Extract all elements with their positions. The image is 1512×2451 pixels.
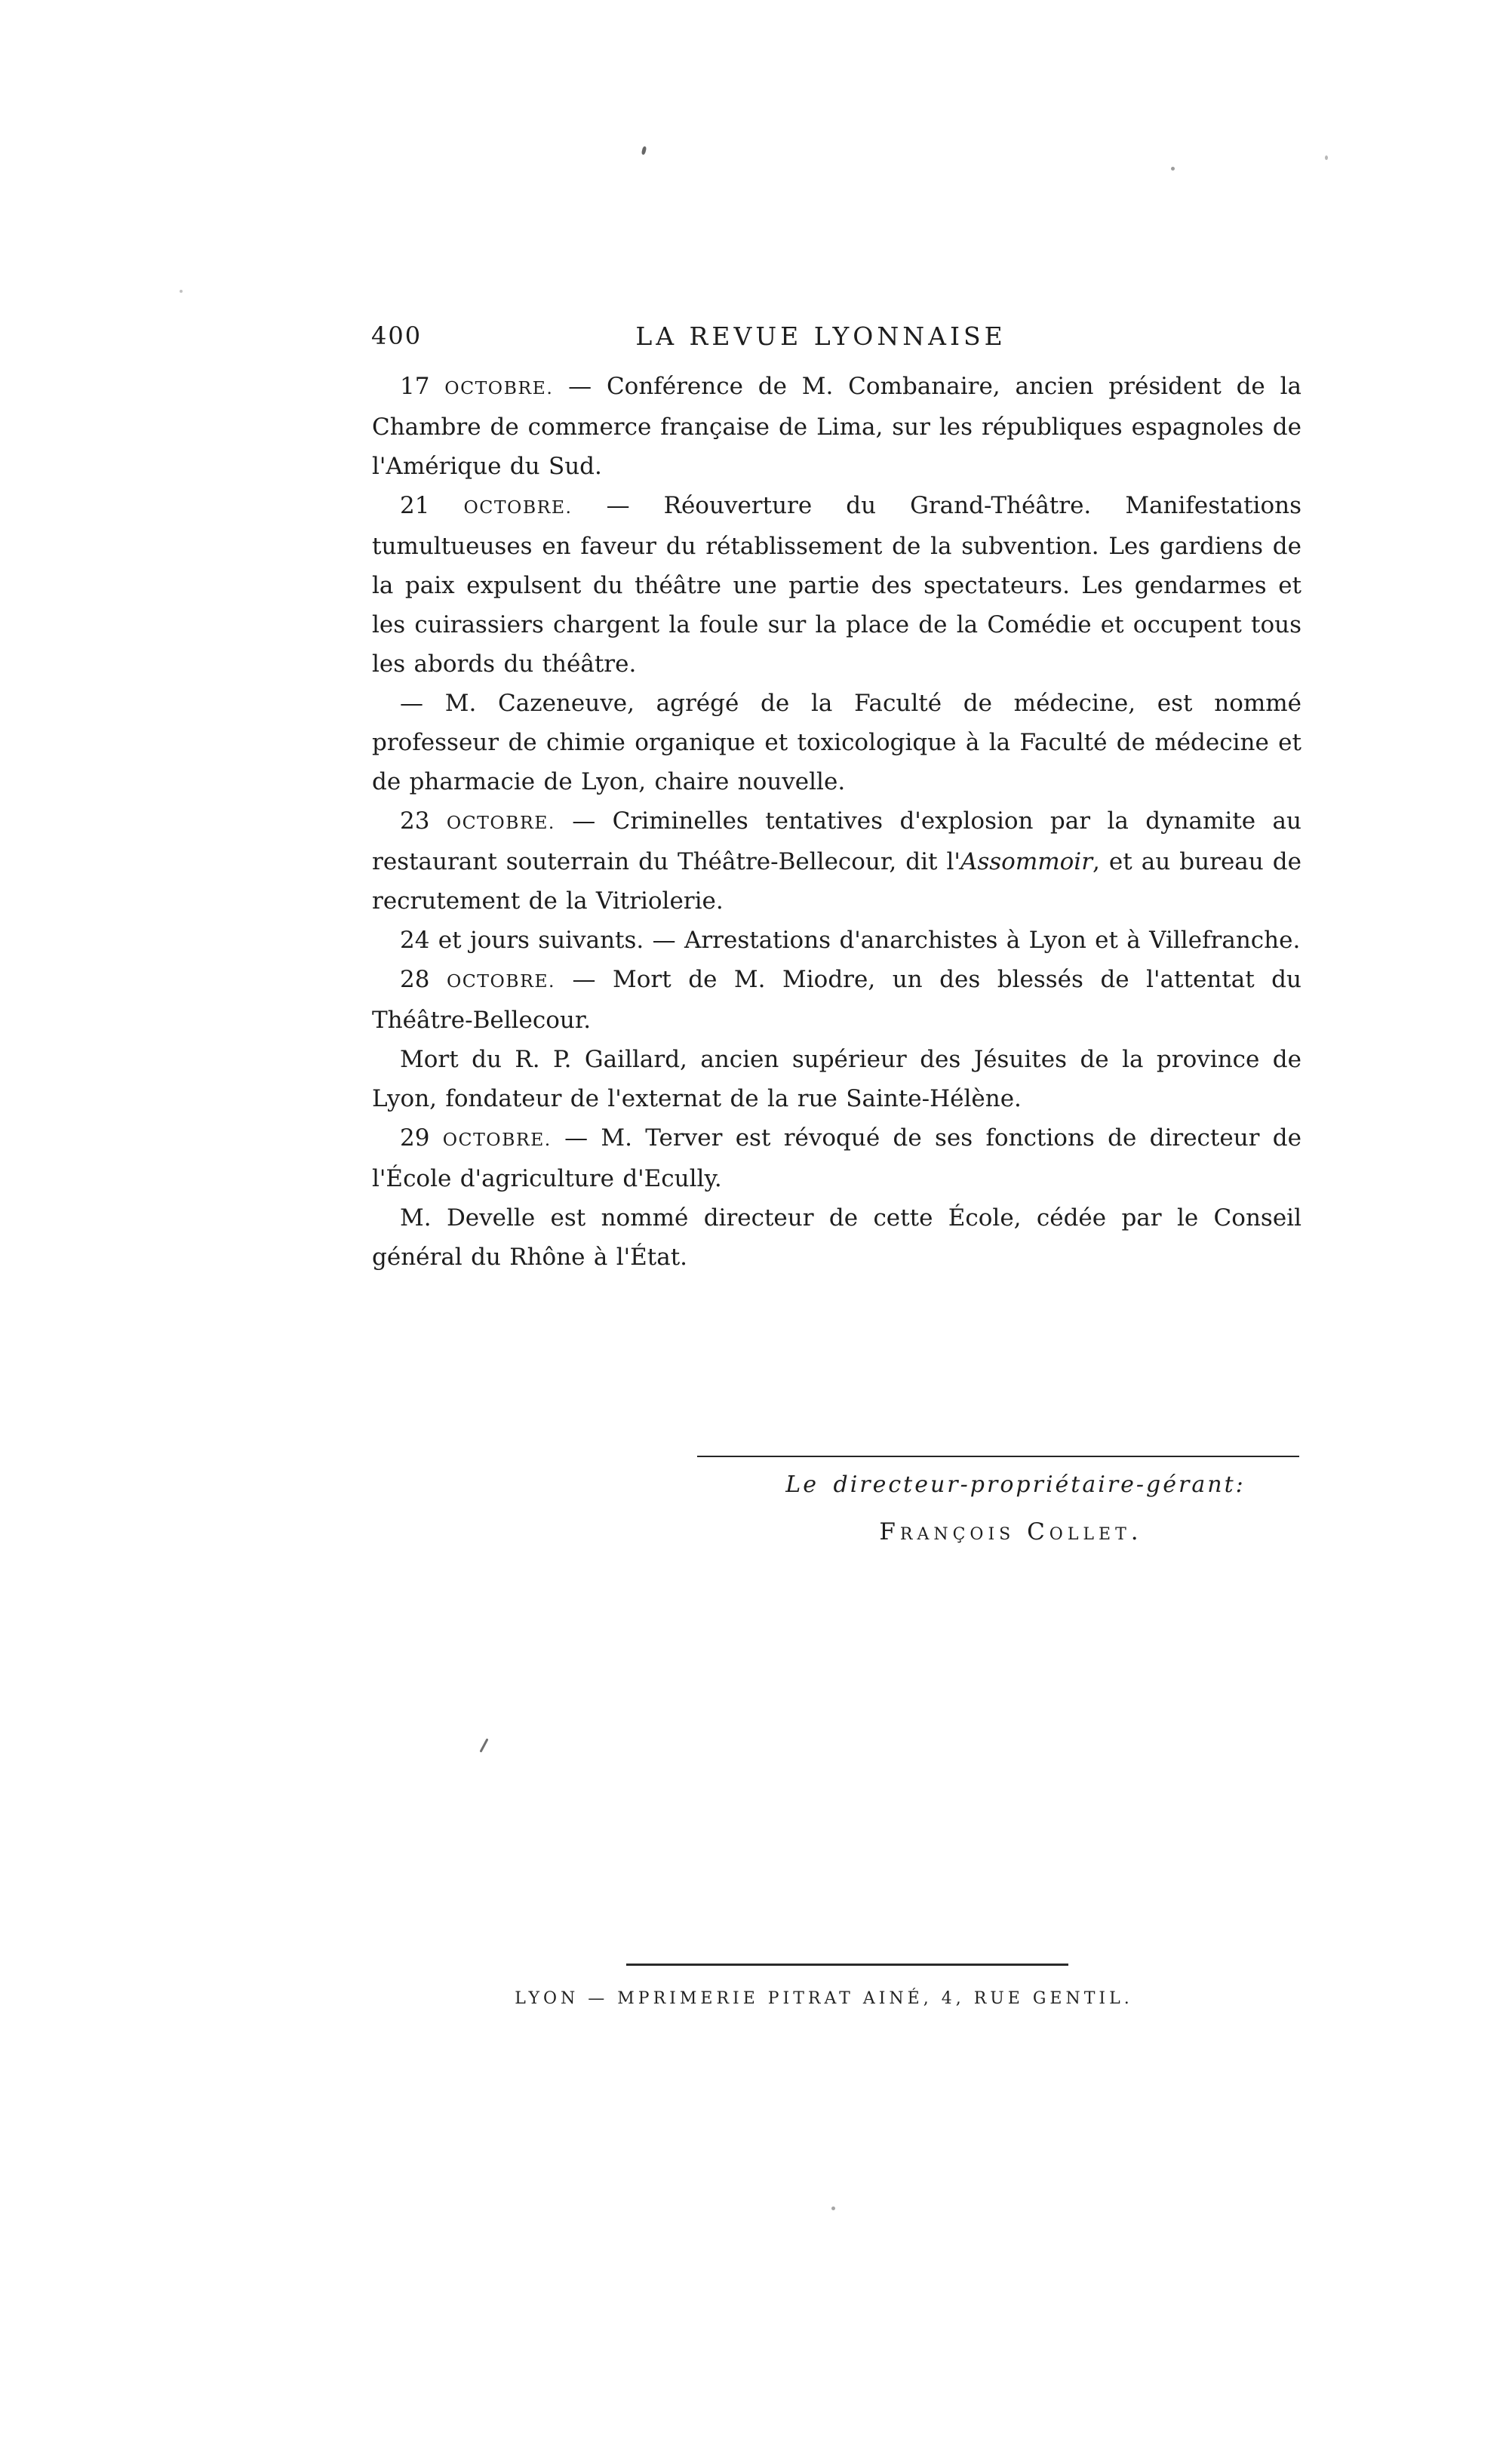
journal-title: LA REVUE LYONNAISE [635, 321, 1006, 351]
text-run: 24 et jours suivants. — Arrestations d'anarchistes à Lyon et à Villefranche. [400, 927, 1301, 954]
scan-speck [180, 290, 183, 293]
text-run: — M. Terver est révoqué de ses fonctions de directeur de l'École d'agriculture d'Ecully. [372, 1124, 1301, 1192]
body-text [372, 367, 1301, 1277]
text-run: — Mort de M. Miodre, un des blessés de l'attentat du Théâtre-Bellecour. [372, 966, 1301, 1034]
body-paragraph [372, 1198, 1301, 1277]
page-header [0, 321, 1512, 355]
text-run: 23 [400, 807, 447, 835]
text-run: Mort du R. P. Gaillard, ancien supérieur des Jésuites de la province de Lyon, fondateur de l'externat de la rue Sainte-Hélène. [372, 1046, 1301, 1112]
signature-name: François Collet. [879, 1518, 1143, 1545]
date-label: OCTOBRE. [446, 812, 555, 833]
text-run: — M. Cazeneuve, agrégé de la Faculté de médecine, est nommé professeur de chimie organique et toxicologique à la Faculté de médecine et de pharmacie de Lyon, chaire nouvelle. [372, 690, 1301, 795]
scan-speck [1325, 155, 1328, 160]
signature-role-line: Le directeur-propriétaire-gérant: [785, 1472, 1246, 1498]
body-paragraph [372, 960, 1301, 1040]
signature-divider-rule [697, 1456, 1299, 1457]
body-paragraph [372, 921, 1301, 960]
text-run: 21 [400, 492, 464, 519]
text-run: 29 [400, 1124, 443, 1152]
text-run: — Conférence de M. Combanaire, ancien président de la Chambre de commerce française de Lima, sur les républiques espagnoles de l'Amérique du Sud. [372, 373, 1301, 480]
text-run: — Criminelles tentatives d'explosion par la dynamite au restaurant souterrain du Théâtre-Bellecour, dit l' [372, 807, 1301, 875]
body-paragraph [372, 1040, 1301, 1118]
text-run: M. Develle est nommé directeur de cette École, cédée par le Conseil général du Rhône à l'État. [372, 1204, 1301, 1271]
text-run: — Réouverture du Grand-Théâtre. Manifestations tumultueuses en faveur du rétablissement de la subvention. Les gardiens de la paix expulsent du théâtre une partie des spectateurs. Les gendarmes et les cuirassiers chargent la foule sur la place de la Comédie et occupent tous les abords du théâtre. [372, 492, 1302, 678]
body-paragraph [372, 367, 1301, 486]
body-paragraph [372, 1118, 1301, 1198]
text-run: 28 [400, 966, 447, 993]
imprint-divider-rule [626, 1964, 1068, 1966]
date-label: OCTOBRE. [463, 497, 573, 518]
text-run: , et au bureau de recrutement de la Vitriolerie. [372, 848, 1301, 915]
body-paragraph [372, 801, 1301, 921]
body-paragraph [372, 486, 1301, 684]
date-label: OCTOBRE. [444, 377, 554, 398]
scan-speck [641, 146, 647, 155]
scan-speck [1171, 167, 1175, 171]
scan-speck [831, 2207, 835, 2210]
scan-speck [479, 1738, 488, 1752]
body-paragraph [372, 684, 1301, 801]
text-run: 17 [400, 373, 445, 400]
date-label: OCTOBRE. [442, 1129, 552, 1150]
printer-imprint: LYON — MPRIMERIE PITRAT AINÉ, 4, RUE GENTIL. [515, 1989, 1133, 2008]
date-label: OCTOBRE. [446, 970, 556, 992]
italic-title: Assommoir [960, 848, 1093, 875]
page-number: 400 [371, 321, 423, 350]
